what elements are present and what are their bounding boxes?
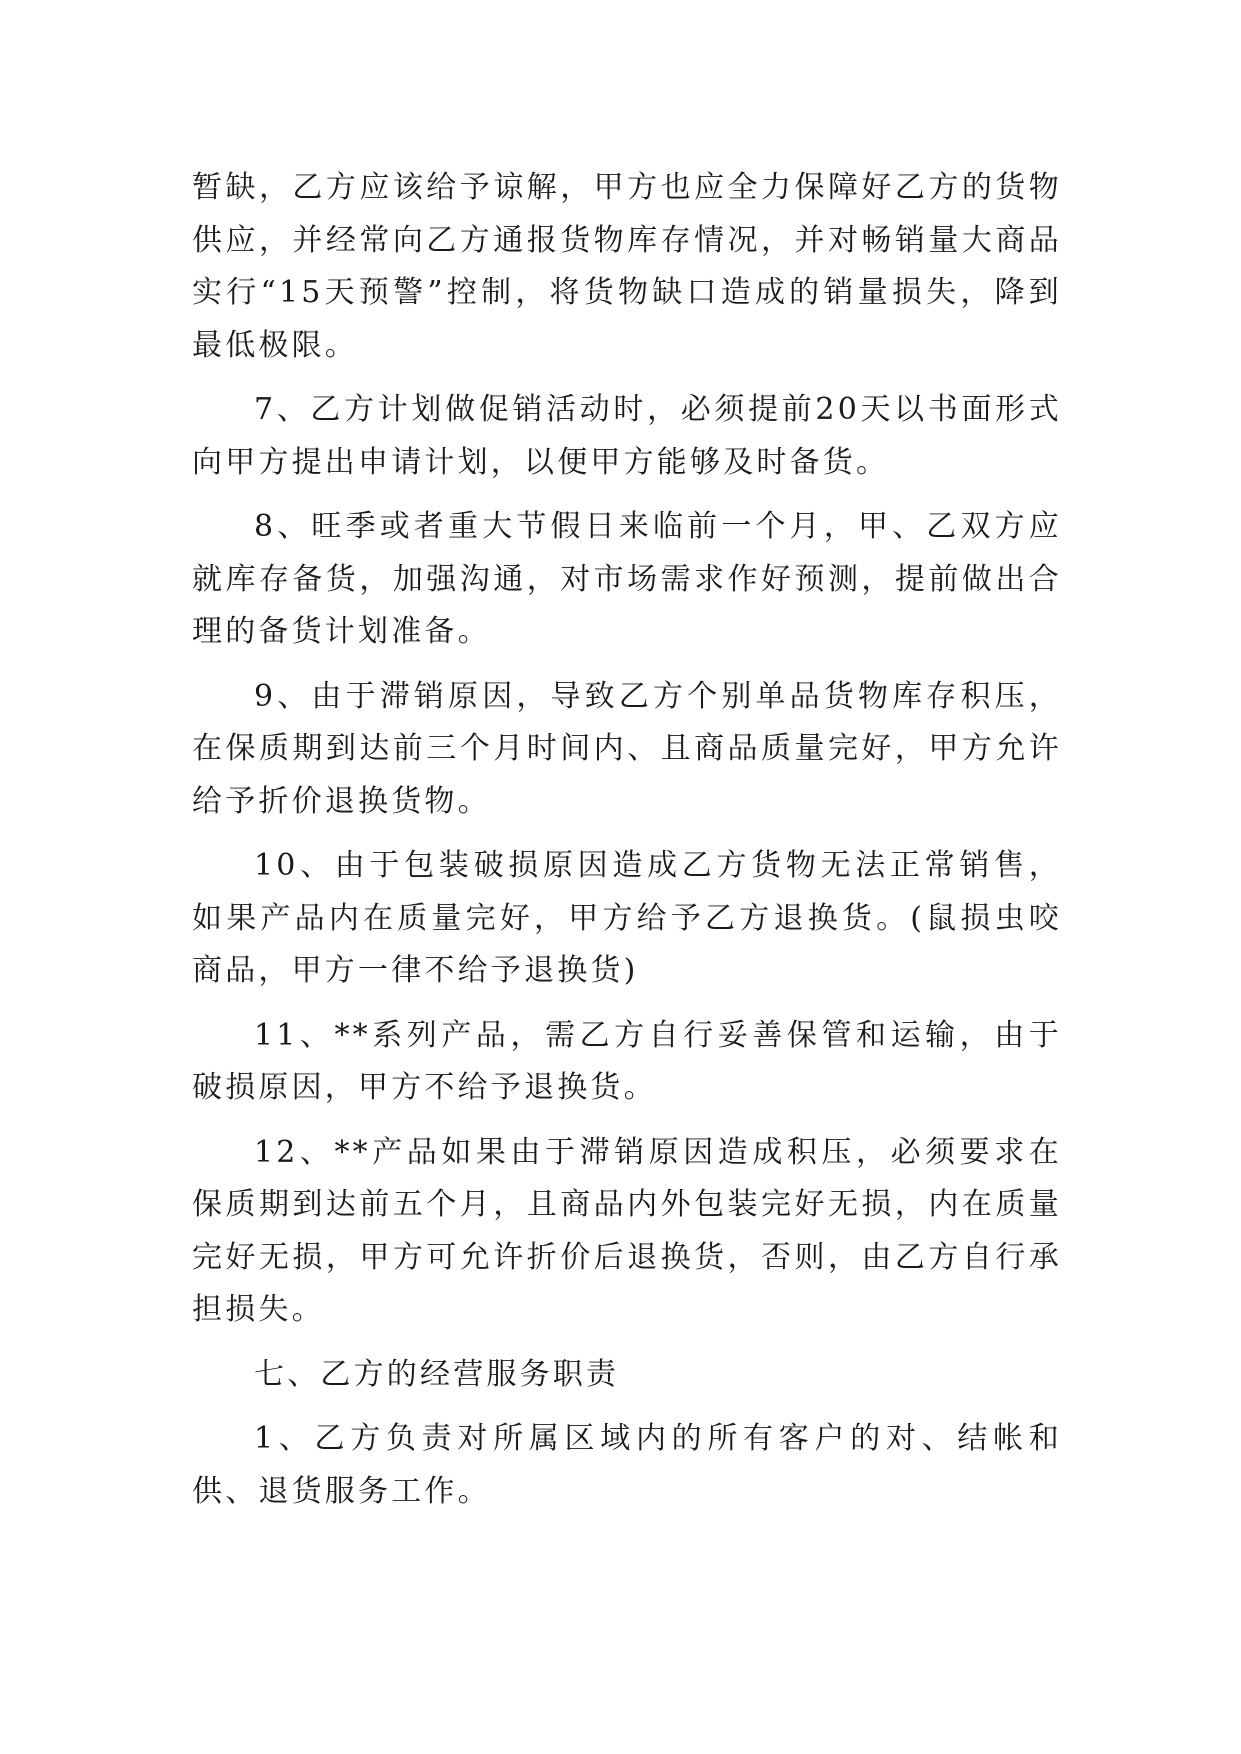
paragraph-item-10: 10、由于包装破损原因造成乙方货物无法正常销售，如果产品内在质量完好，甲方给予乙方退换货。(鼠损虫咬商品，甲方一律不给予退换货) — [192, 848, 1062, 988]
paragraph-continuation: 暂缺，乙方应该给予谅解，甲方也应全力保障好乙方的货物供应，并经常向乙方通报货物库存情况，并对畅销量大商品实行“15天预警”控制，将货物缺口造成的销量损失，降到最低极限。 — [192, 170, 1062, 363]
paragraph-item-12: 12、**产品如果由于滞销原因造成积压，必须要求在保质期到达前五个月，且商品内外包装完好无损，内在质量完好无损，甲方可允许折价后退换货，否则，由乙方自行承担损失。 — [192, 1134, 1062, 1327]
paragraph-item-9: 9、由于滞销原因，导致乙方个别单品货物库存积压，在保质期到达前三个月时间内、且商品质量完好，甲方允许给予折价退换货物。 — [192, 678, 1062, 819]
paragraph-item-8: 8、旺季或者重大节假日来临前一个月，甲、乙双方应就库存备货，加强沟通，对市场需求作好预测，提前做出合理的备货计划准备。 — [192, 509, 1062, 649]
paragraph-section7-item-1: 1、乙方负责对所属区域内的所有客户的对、结帐和供、退货服务工作。 — [192, 1421, 1062, 1509]
section-heading-7: 七、乙方的经营服务职责 — [254, 1356, 620, 1392]
paragraph-item-7: 7、乙方计划做促销活动时，必须提前20天以书面形式向甲方提出申请计划，以便甲方能够及时备货。 — [192, 392, 1062, 480]
paragraph-item-11: 11、**系列产品，需乙方自行妥善保管和运输，由于破损原因，甲方不给予退换货。 — [192, 1017, 1062, 1105]
document-body — [192, 162, 1062, 1530]
